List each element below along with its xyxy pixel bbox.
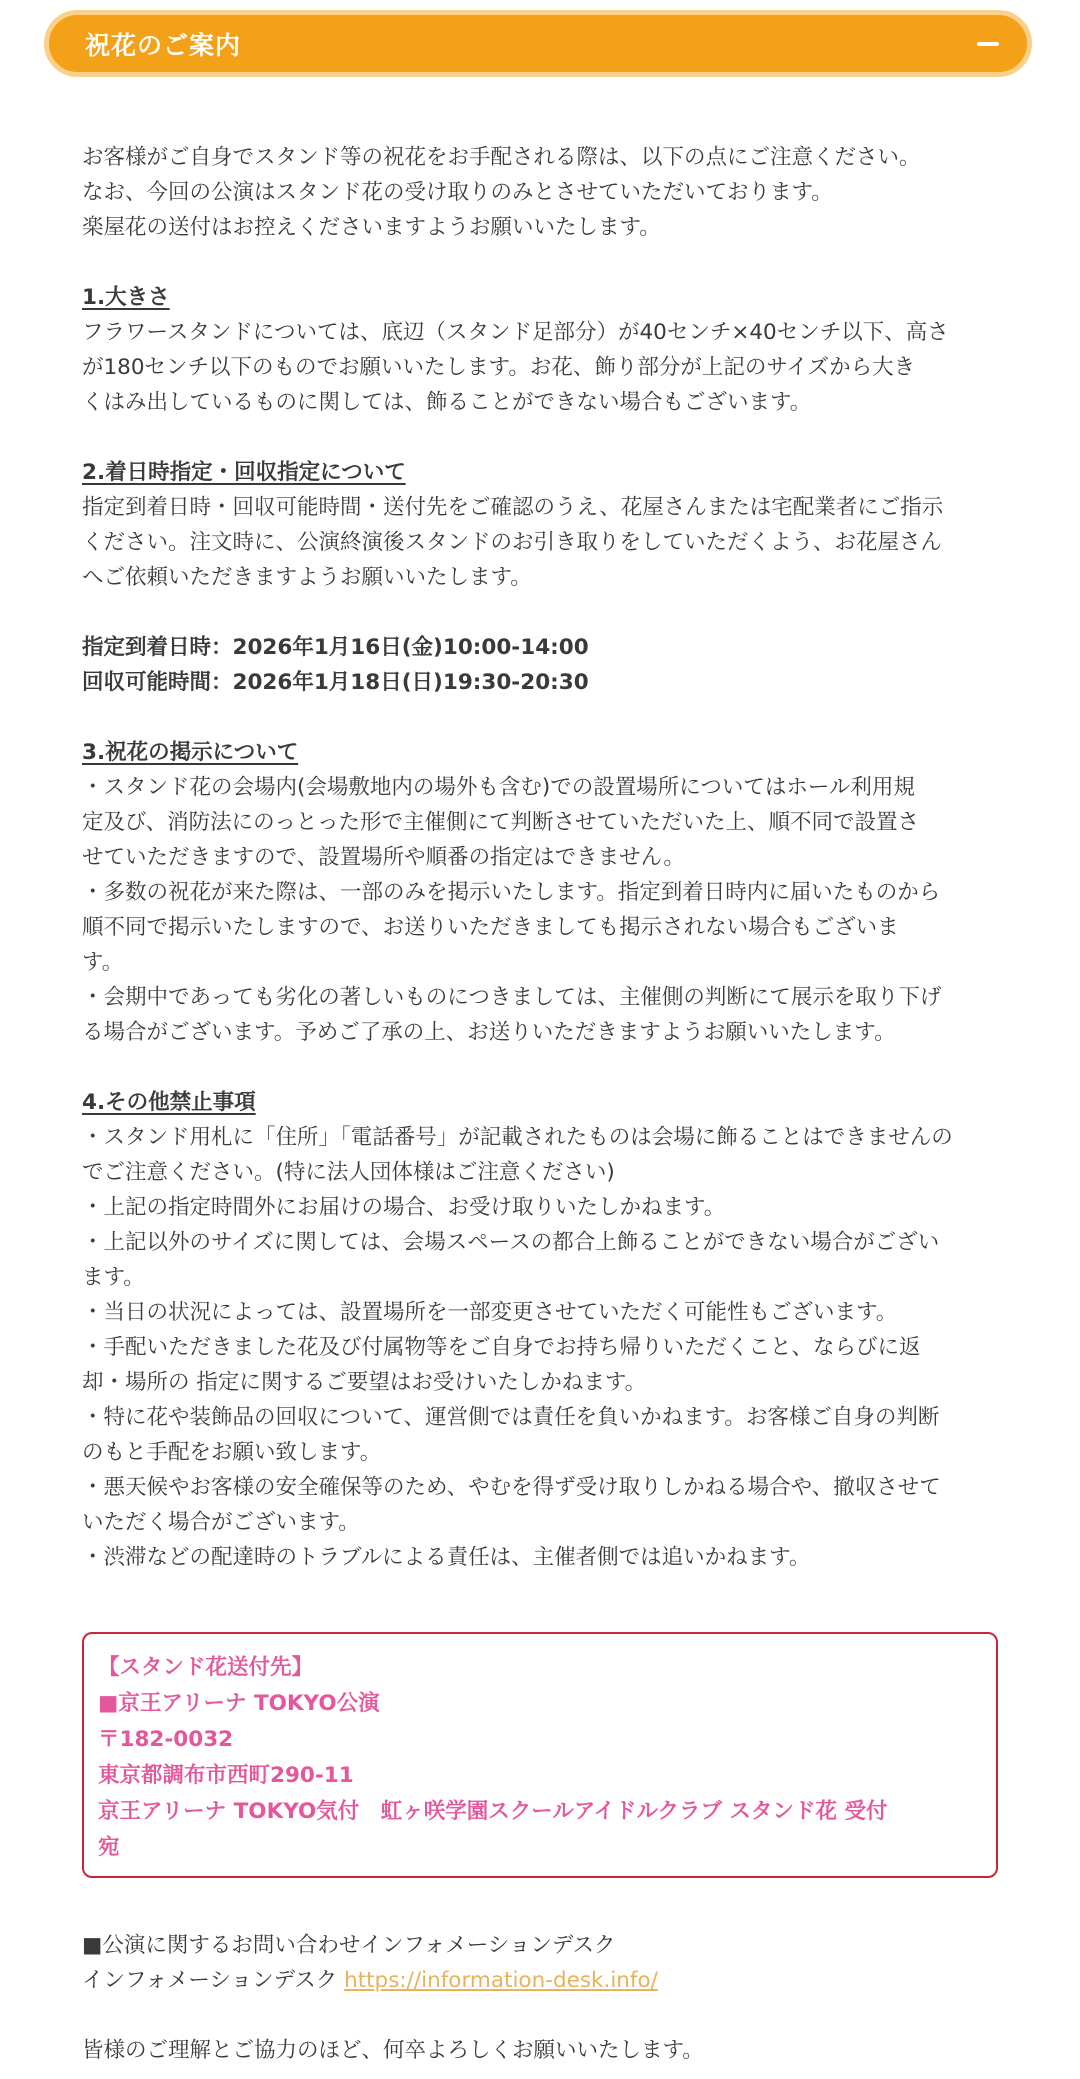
section2-line: ください。注文時に、公演終演後スタンドのお引き取りをしていただくよう、お花屋さん — [82, 530, 943, 555]
address-line: 京王アリーナ TOKYO気付 虹ヶ咲学園スクールアイドルクラブ スタンド花 受付 — [98, 1799, 888, 1824]
inquiry-title: ■公演に関するお問い合わせインフォメーションデスク — [82, 1933, 616, 1958]
address-line: 【スタンド花送付先】 — [98, 1655, 314, 1680]
arrival-datetime: 指定到着日時：2026年1月16日(金)10:00-14:00 — [82, 635, 589, 660]
info-desk-link[interactable]: https://information-desk.info/ — [344, 1968, 658, 1993]
section-heading-delivery: 2.着日時指定・回収指定について — [82, 460, 406, 485]
section-heading-display: 3.祝花の掲示について — [82, 740, 299, 765]
section4-line: のもと手配をお願い致します。 — [82, 1440, 382, 1465]
section4-line: でご注意ください。(特に法人団体様はご注意ください) — [82, 1160, 615, 1185]
address-line: ■京王アリーナ TOKYO公演 — [98, 1691, 380, 1716]
section3-line: ・スタンド花の会場内(会場敷地内の場外も含む)での設置場所についてはホール利用規 — [82, 775, 915, 800]
section3-line: る場合がございます。予めご了承の上、お送りいただきますようお願いいたします。 — [82, 1020, 896, 1045]
section-heading-prohibited: 4.その他禁止事項 — [82, 1090, 256, 1115]
section1-line: が180センチ以下のものでお願いいたします。お花、飾り部分が上記のサイズから大き — [82, 355, 916, 380]
closing-message: 皆様のご理解とご協力のほど、何卒よろしくお願いいたします。 — [82, 2038, 704, 2063]
info-desk-label: インフォメーションデスク — [82, 1968, 338, 1993]
section3-line: 定及び、消防法にのっとった形で主催側にて判断させていただいた上、順不同で設置さ — [82, 810, 919, 835]
section4-line: 却・場所の 指定に関するご要望はお受けいたしかねます。 — [82, 1370, 647, 1395]
section1-line: くはみ出しているものに関しては、飾ることができない場合もございます。 — [82, 390, 812, 415]
section3-line: ・多数の祝花が来た際は、一部のみを掲示いたします。指定到着日時内に届いたものから — [82, 880, 941, 905]
shipping-address-box — [82, 1632, 998, 1878]
address-line: 東京都調布市西町290-11 — [98, 1763, 354, 1788]
intro-line: お客様がご自身でスタンド等の祝花をお手配される際は、以下の点にご注意ください。 — [82, 145, 921, 170]
section4-line: ます。 — [82, 1265, 145, 1290]
accordion-title: 祝花のご案内 — [85, 30, 242, 60]
intro-line: なお、今回の公演はスタンド花の受け取りのみとさせていただいております。 — [82, 180, 833, 205]
section-heading-size: 1.大きさ — [82, 285, 170, 310]
address-line: 宛 — [98, 1835, 120, 1860]
section4-line: ・上記以外のサイズに関しては、会場スペースの都合上飾ることができない場合がござい — [82, 1230, 940, 1255]
section4-line: ・特に花や装飾品の回収について、運営側では責任を負いかねます。お客様ご自身の判断 — [82, 1405, 940, 1430]
section3-line: ・会期中であっても劣化の著しいものにつきましては、主催側の判断にて展示を取り下げ — [82, 985, 942, 1010]
section4-line: ・悪天候やお客様の安全確保等のため、やむを得ず受け取りしかねる場合や、撤収させて — [82, 1475, 941, 1500]
minus-icon[interactable] — [977, 42, 999, 46]
section3-line: す。 — [82, 950, 124, 975]
section3-line: 順不同で掲示いたしますので、お送りいただきましても掲示されない場合もございま — [82, 915, 899, 940]
section4-line: いただく場合がございます。 — [82, 1510, 360, 1535]
section4-line: ・渋滞などの配達時のトラブルによる責任は、主催者側では追いかねます。 — [82, 1545, 811, 1570]
pickup-datetime: 回収可能時間：2026年1月18日(日)19:30-20:30 — [82, 670, 589, 695]
section4-line: ・上記の指定時間外にお届けの場合、お受け取りいたしかねます。 — [82, 1195, 726, 1220]
address-line: 〒182-0032 — [98, 1727, 234, 1752]
section4-line: ・手配いただきました花及び付属物等をご自身でお持ち帰りいただくこと、ならびに返 — [82, 1335, 921, 1360]
info-desk-line — [82, 1963, 1002, 1998]
section2-line: 指定到着日時・回収可能時間・送付先をご確認のうえ、花屋さんまたは宅配業者にご指示 — [82, 495, 944, 520]
section3-line: せていただきますので、設置場所や順番の指定はできません。 — [82, 845, 685, 870]
section4-line: ・当日の状況によっては、設置場所を一部変更させていただく可能性もございます。 — [82, 1300, 898, 1325]
intro-line: 楽屋花の送付はお控えくださいますようお願いいたします。 — [82, 215, 661, 240]
footer — [82, 1928, 1002, 2068]
section1-line: フラワースタンドについては、底辺（スタンド足部分）が40センチ×40センチ以下、高さ — [82, 320, 949, 345]
accordion-header[interactable] — [44, 10, 1032, 77]
section4-line: ・スタンド用札に「住所」「電話番号」が記載されたものは会場に飾ることはできませんの — [82, 1125, 953, 1150]
main-content — [82, 140, 1002, 1575]
section2-line: へご依頼いただきますようお願いいたします。 — [82, 565, 532, 590]
